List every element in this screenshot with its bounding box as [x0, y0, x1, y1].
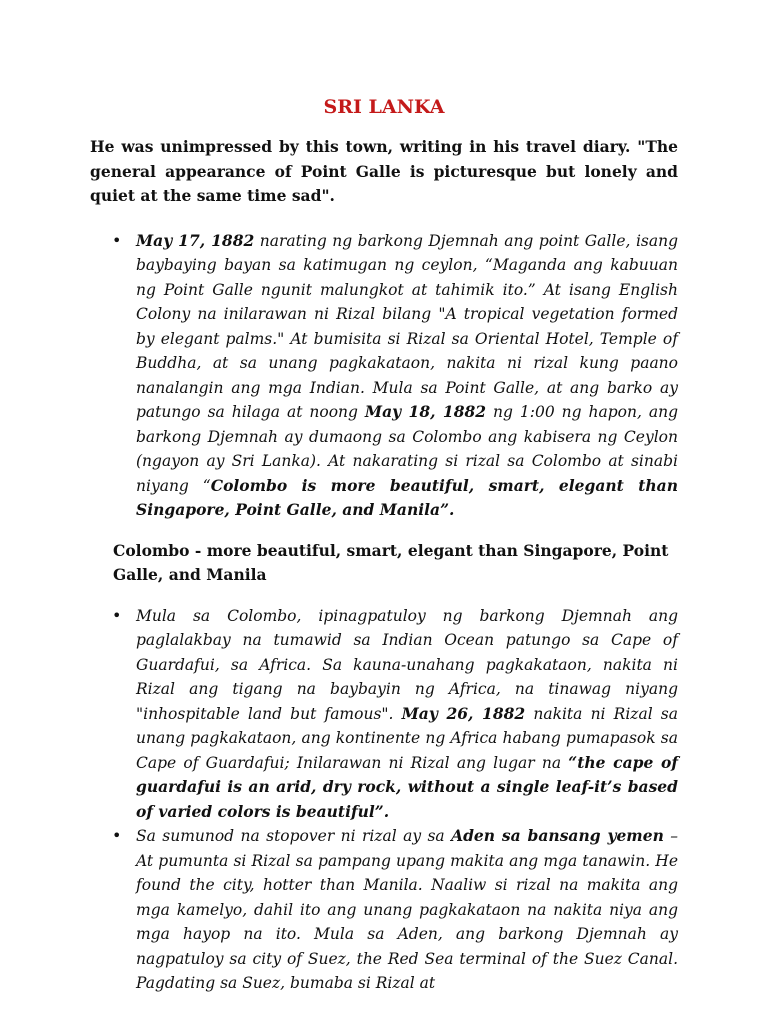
quote-text: “the cape of guardafui is an arid, dry rock, without a single leaf-it’s based of varied colors is beautiful”.	[136, 752, 678, 821]
date-text: May 18, 1882	[364, 402, 487, 421]
intro-paragraph: He was unimpressed by this town, writing in his travel diary. "The general appearance of Point Galle is picturesque but lonely and quiet at the same time sad".	[90, 137, 678, 205]
date-text: May 26, 1882	[401, 703, 526, 723]
date-text: May 17, 1882	[136, 230, 255, 250]
body-text: nakita ni Rizal sa unang pagkakataon, ang kontinente ng Africa habang pumapasok sa Cape of Guardafui; Inilarawan ni Rizal ang lugar na	[136, 704, 679, 772]
list-item	[136, 229, 678, 523]
bullet-list-1	[90, 229, 678, 523]
body-text: ng 1:00 ng hapon, ang barkong Djemnah ay dumaong sa Colombo ang kabisera ng Ceylon (ngayon ay Sri Lanka). At nakarating si rizal sa Colombo at sinabi niyang “	[136, 403, 678, 495]
document-page	[90, 96, 678, 996]
body-text: narating ng barkong Djemnah ang point Galle, isang baybaying bayan sa katimugan ng ceylon, “Maganda ang kabuuan ng Point Galle ngunit malungkot at tahimik ito.” At isang English Colony na inilarawan ni Rizal bilang "A tropical vegetation formed by elegant palms." At bumisita si Rizal sa Oriental Hotel, Temple of Buddha, at sa unang pagkakataon, nakita ni rizal kung paano nanalangin ang mga Indian. Mula sa Point Galle, at ang barko ay patungo sa hilaga at noong	[136, 231, 679, 421]
bullet-list-2	[90, 604, 678, 996]
body-text: Mula sa Colombo, ipinagpatuloy ng barkong Djemnah ang paglalakbay na tumawid sa Indian Ocean patungo sa Cape of Guardafui, sa Africa. Sa kauna-unahang pagkakataon, nakita ni Rizal ang tigang na baybayin ng Africa, na tinawag niyang "inhospitable land but famous".	[136, 606, 678, 723]
list-item	[136, 824, 678, 996]
body-text: – At pumunta si Rizal sa pampang upang makita ang mga tanawin. He found the city, hotter than Manila. Naaliw si rizal na makita ang mga kamelyo, dahil ito ang unang pagkakataon na nakita niya ang mga hayop na ito. Mula sa Aden, ang barkong Djemnah ay nagpatuloy sa city of Suez, the Red Sea terminal of the Suez Canal. Pagdating sa Suez, bumaba si Rizal at	[136, 827, 678, 992]
subheading: Colombo - more beautiful, smart, elegant than Singapore, Point Galle, and Manila	[113, 540, 669, 584]
page-title: SRI LANKA	[323, 96, 445, 118]
place-text: Aden sa bansang yemen	[451, 826, 664, 845]
body-text: Sa sumunod na stopover ni rizal ay sa	[136, 827, 452, 845]
list-item	[136, 604, 678, 825]
quote-text: Colombo is more beautiful, smart, elegant than Singapore, Point Galle, and Manila”.	[136, 475, 678, 519]
